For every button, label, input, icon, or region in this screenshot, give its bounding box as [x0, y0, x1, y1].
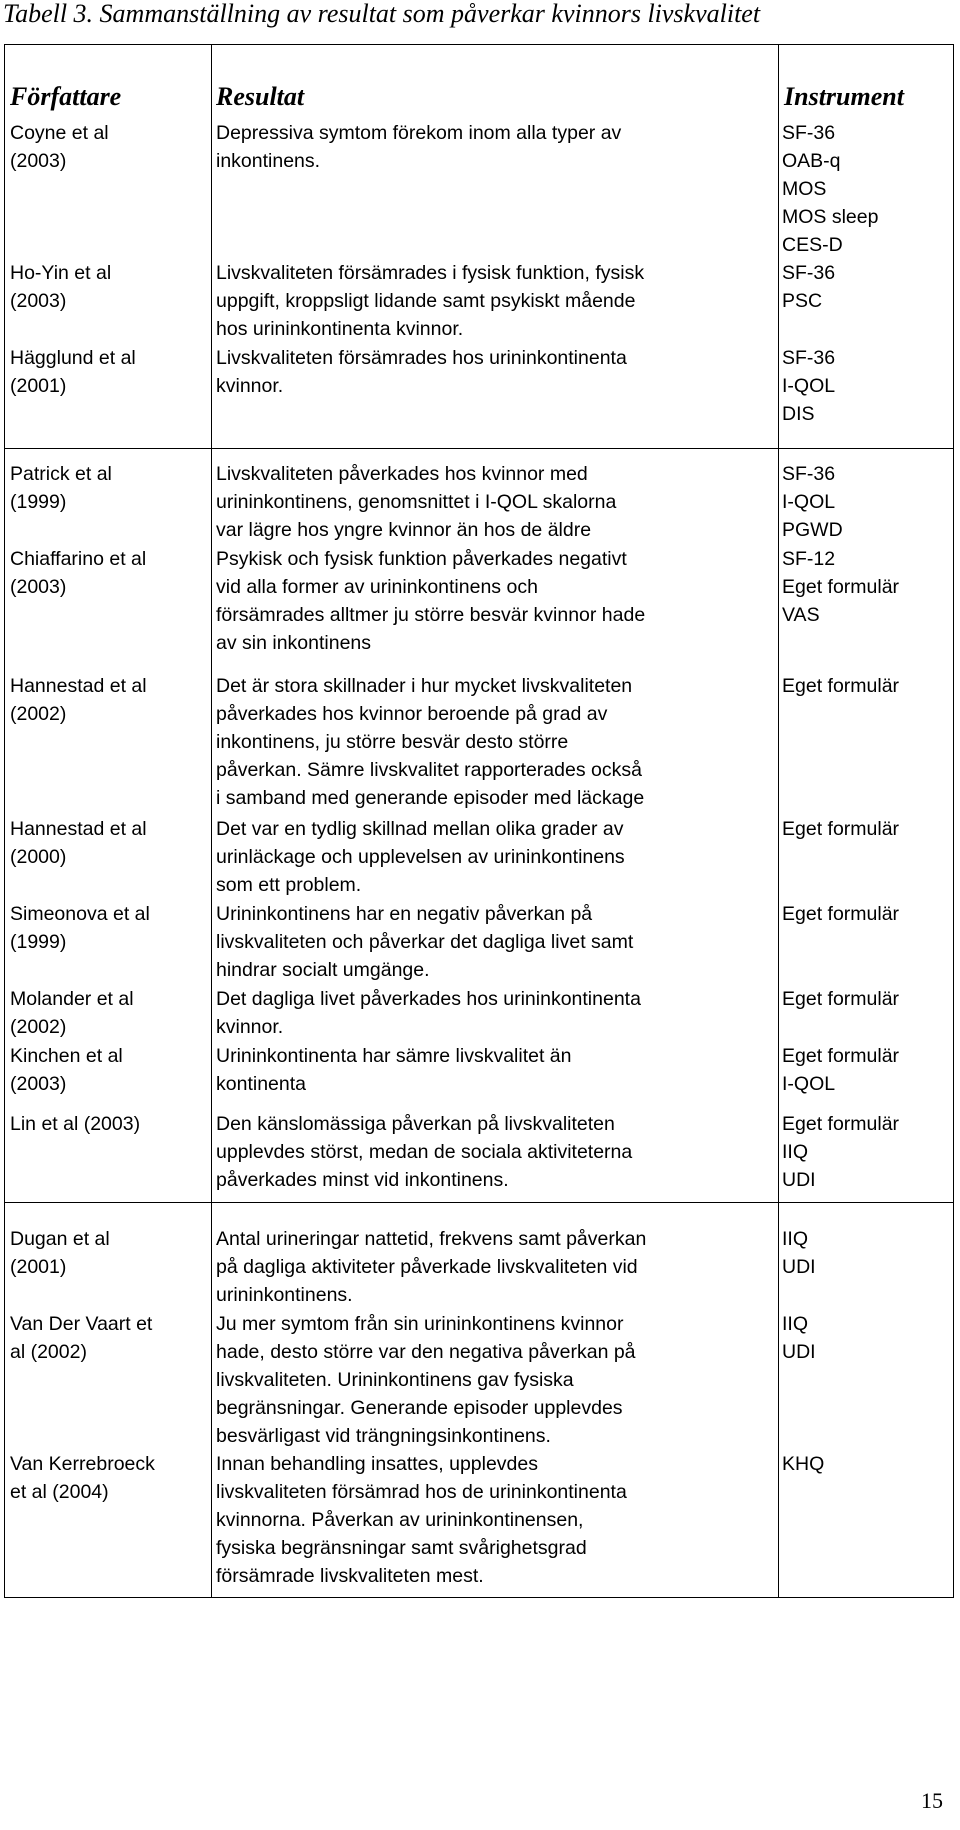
instrument-line: Eget formulär: [782, 903, 900, 925]
author-line: (2003): [10, 576, 67, 598]
instrument-line: I-QOL: [782, 491, 836, 513]
author-cell: [10, 119, 210, 175]
result-line: hade, desto större var den negativa påverkan på: [216, 1341, 636, 1363]
result-line: hos urininkontinenta kvinnor.: [216, 318, 464, 340]
instrument-line: PSC: [782, 290, 823, 312]
header-instrument: Instrument: [784, 82, 904, 111]
result-cell: [216, 119, 776, 175]
instrument-cell: [782, 545, 954, 629]
instrument-cell: [782, 1225, 954, 1281]
result-line: Ju mer symtom från sin urininkontinens kvinnor: [216, 1313, 624, 1335]
result-line: Det dagliga livet påverkades hos urininkontinenta: [216, 988, 641, 1010]
author-line: Molander et al: [10, 988, 134, 1010]
instrument-line: CES-D: [782, 234, 843, 256]
author-line: (2001): [10, 375, 67, 397]
column-divider: [778, 44, 779, 1598]
instrument-line: Eget formulär: [782, 1113, 900, 1135]
result-line: fysiska begränsningar samt svårighetsgrad: [216, 1537, 587, 1559]
instrument-line: SF-36: [782, 463, 836, 485]
result-line: påverkan. Sämre livskvalitet rapporterades också: [216, 759, 642, 781]
result-line: kontinenta: [216, 1073, 306, 1095]
author-line: Ho-Yin et al: [10, 262, 112, 284]
author-cell: [10, 985, 210, 1041]
author-cell: [10, 344, 210, 400]
header-result: Resultat: [216, 82, 305, 111]
instrument-cell: [782, 815, 954, 843]
result-line: inkontinens.: [216, 150, 321, 172]
instrument-cell: [782, 344, 954, 428]
instrument-line: Eget formulär: [782, 675, 900, 697]
author-cell: [10, 1110, 210, 1138]
result-line: besvärligast vid trängningsinkontinens.: [216, 1425, 551, 1447]
instrument-cell: [782, 985, 954, 1013]
result-line: var lägre hos yngre kvinnor än hos de äldre: [216, 519, 592, 541]
result-line: i samband med generande episoder med läckage: [216, 787, 645, 809]
result-line: av sin inkontinens: [216, 632, 372, 654]
instrument-line: Eget formulär: [782, 988, 900, 1010]
author-line: Hannestad et al: [10, 675, 147, 697]
author-cell: [10, 1450, 210, 1506]
result-line: som ett problem.: [216, 874, 362, 896]
result-line: Urininkontinens har en negativ påverkan på: [216, 903, 593, 925]
author-line: (1999): [10, 491, 67, 513]
result-line: Psykisk och fysisk funktion påverkades negativt: [216, 548, 627, 570]
result-cell: [216, 900, 776, 984]
instrument-line: MOS: [782, 178, 827, 200]
result-line: Urininkontinenta har sämre livskvalitet än: [216, 1045, 572, 1067]
instrument-cell: [782, 259, 954, 315]
author-cell: [10, 545, 210, 601]
author-line: Chiaffarino et al: [10, 548, 147, 570]
result-line: uppgift, kroppsligt lidande samt psykiskt mående: [216, 290, 636, 312]
result-cell: [216, 1450, 776, 1590]
result-cell: [216, 460, 776, 544]
row-divider: [4, 448, 954, 449]
author-cell: [10, 815, 210, 871]
instrument-line: SF-12: [782, 548, 836, 570]
instrument-line: KHQ: [782, 1453, 825, 1475]
result-cell: [216, 344, 776, 400]
result-line: Det var en tydlig skillnad mellan olika grader av: [216, 818, 624, 840]
author-cell: [10, 259, 210, 315]
instrument-line: I-QOL: [782, 375, 836, 397]
result-line: Innan behandling insattes, upplevdes: [216, 1453, 538, 1475]
instrument-line: Eget formulär: [782, 818, 900, 840]
instrument-line: SF-36: [782, 347, 836, 369]
author-cell: [10, 1310, 210, 1366]
instrument-line: PGWD: [782, 519, 843, 541]
instrument-line: SF-36: [782, 122, 836, 144]
result-cell: [216, 985, 776, 1041]
result-line: Den känslomässiga påverkan på livskvaliteten: [216, 1113, 615, 1135]
instrument-line: VAS: [782, 604, 820, 626]
author-line: Van Der Vaart et: [10, 1313, 153, 1335]
result-line: på dagliga aktiviteter påverkade livskvaliteten vid: [216, 1256, 638, 1278]
author-line: et al (2004): [10, 1481, 109, 1503]
author-line: Dugan et al: [10, 1228, 110, 1250]
author-line: (2002): [10, 1016, 67, 1038]
author-line: Lin et al (2003): [10, 1113, 141, 1135]
result-line: Det är stora skillnader i hur mycket livskvaliteten: [216, 675, 633, 697]
result-line: begränsningar. Generande episoder upplevdes: [216, 1397, 623, 1419]
instrument-line: UDI: [782, 1169, 816, 1191]
author-line: al (2002): [10, 1341, 87, 1363]
result-line: Antal urineringar nattetid, frekvens samt påverkan: [216, 1228, 647, 1250]
instrument-cell: [782, 1310, 954, 1366]
result-cell: [216, 672, 776, 812]
result-line: påverkades minst vid inkontinens.: [216, 1169, 509, 1191]
result-line: Livskvaliteten försämrades hos urininkontinenta: [216, 347, 627, 369]
instrument-line: MOS sleep: [782, 206, 879, 228]
result-line: Livskvaliteten försämrades i fysisk funktion, fysisk: [216, 262, 645, 284]
author-cell: [10, 460, 210, 516]
instrument-line: I-QOL: [782, 1073, 836, 1095]
author-line: Hägglund et al: [10, 347, 136, 369]
result-cell: [216, 259, 776, 343]
author-line: Patrick et al: [10, 463, 112, 485]
author-cell: [10, 672, 210, 728]
author-line: (2000): [10, 846, 67, 868]
author-line: Coyne et al: [10, 122, 109, 144]
instrument-line: DIS: [782, 403, 815, 425]
result-line: kvinnor.: [216, 375, 284, 397]
result-line: upplevdes störst, medan de sociala aktiviteterna: [216, 1141, 633, 1163]
author-line: (2003): [10, 1073, 67, 1095]
author-line: (1999): [10, 931, 67, 953]
instrument-line: IIQ: [782, 1141, 809, 1163]
instrument-line: Eget formulär: [782, 1045, 900, 1067]
author-cell: [10, 900, 210, 956]
row-divider: [4, 1202, 954, 1203]
result-line: inkontinens, ju större besvär desto större: [216, 731, 569, 753]
author-cell: [10, 1042, 210, 1098]
instrument-line: Eget formulär: [782, 576, 900, 598]
instrument-cell: [782, 460, 954, 544]
author-cell: [10, 1225, 210, 1281]
instrument-line: OAB-q: [782, 150, 841, 172]
result-line: kvinnorna. Påverkan av urininkontinensen,: [216, 1509, 584, 1531]
instrument-cell: [782, 900, 954, 928]
result-line: påverkades hos kvinnor beroende på grad av: [216, 703, 608, 725]
author-line: Simeonova et al: [10, 903, 150, 925]
instrument-cell: [782, 672, 954, 700]
result-line: urinläckage och upplevelsen av urininkontinens: [216, 846, 625, 868]
instrument-line: IIQ: [782, 1228, 809, 1250]
author-line: (2003): [10, 150, 67, 172]
author-line: (2003): [10, 290, 67, 312]
instrument-cell: [782, 1450, 954, 1478]
result-line: försämrades alltmer ju större besvär kvinnor hade: [216, 604, 646, 626]
result-line: vid alla former av urininkontinens och: [216, 576, 538, 598]
result-line: hindrar socialt umgänge.: [216, 959, 430, 981]
instrument-cell: [782, 1110, 954, 1194]
result-line: försämrade livskvaliteten mest.: [216, 1565, 484, 1587]
result-cell: [216, 1110, 776, 1194]
table-caption: Tabell 3. Sammanställning av resultat som påverkar kvinnors livskvalitet: [3, 0, 761, 28]
result-cell: [216, 1042, 776, 1098]
instrument-line: SF-36: [782, 262, 836, 284]
result-line: livskvaliteten. Urininkontinens gav fysiska: [216, 1369, 574, 1391]
author-line: Hannestad et al: [10, 818, 147, 840]
result-line: livskvaliteten och påverkar det dagliga livet samt: [216, 931, 634, 953]
column-divider: [211, 44, 212, 1598]
result-cell: [216, 545, 776, 657]
result-cell: [216, 1310, 776, 1450]
result-line: urininkontinens.: [216, 1284, 353, 1306]
author-line: (2001): [10, 1256, 67, 1278]
author-line: Van Kerrebroeck: [10, 1453, 155, 1475]
instrument-line: UDI: [782, 1256, 816, 1278]
result-line: Depressiva symtom förekom inom alla typer av: [216, 122, 622, 144]
instrument-cell: [782, 1042, 954, 1098]
result-line: kvinnor.: [216, 1016, 284, 1038]
header-author: Författare: [10, 82, 122, 111]
result-cell: [216, 815, 776, 899]
result-line: livskvaliteten försämrad hos de urininkontinenta: [216, 1481, 627, 1503]
instrument-line: UDI: [782, 1341, 816, 1363]
instrument-cell: [782, 119, 954, 259]
result-cell: [216, 1225, 776, 1309]
result-line: urininkontinens, genomsnittet i I-QOL skalorna: [216, 491, 617, 513]
result-line: Livskvaliteten påverkades hos kvinnor med: [216, 463, 588, 485]
author-line: (2002): [10, 703, 67, 725]
page-number: 15: [921, 1788, 943, 1813]
author-line: Kinchen et al: [10, 1045, 123, 1067]
instrument-line: IIQ: [782, 1313, 809, 1335]
